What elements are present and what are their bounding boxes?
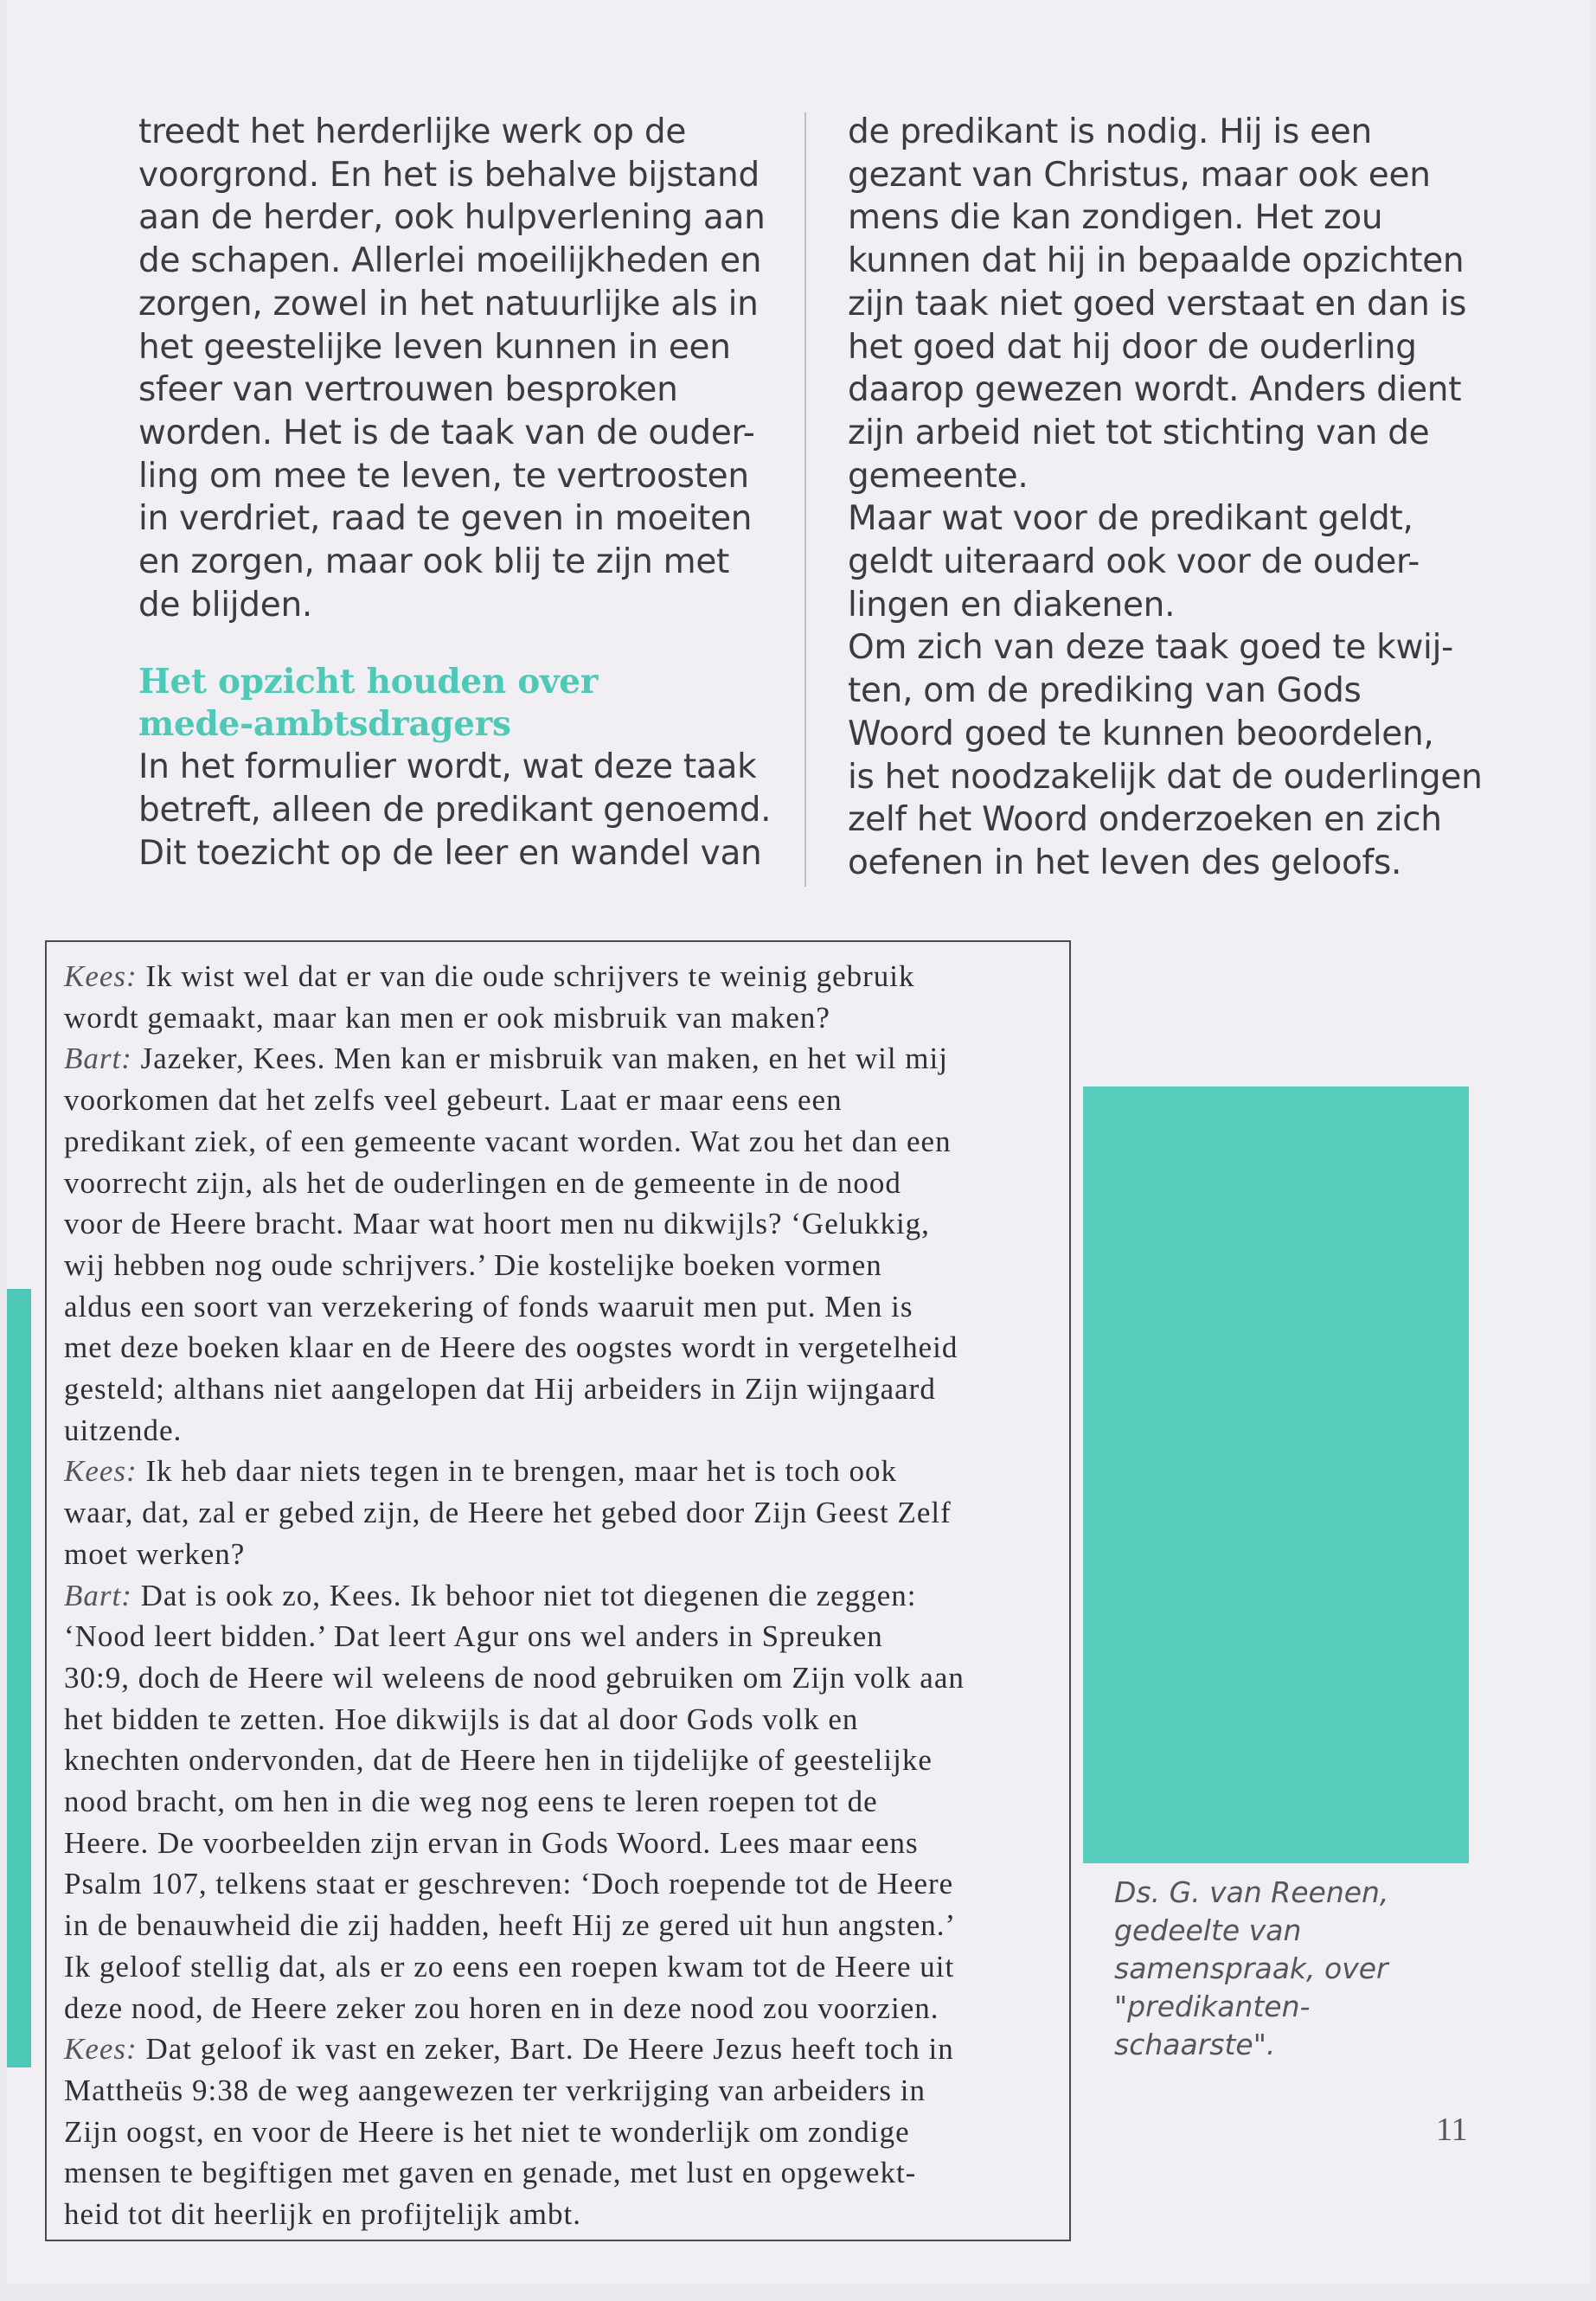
body-line: Om zich van deze taak goed te kwij- [848,628,1453,668]
dialogue-line [64,1534,1050,1575]
dialogue-text-span: mensen te begiftigen met gaven en genade, met lust en opgewekt- [64,2156,917,2190]
body-line: zorgen, zowel in het natuurlijke als in [138,284,759,324]
dialogue-line [64,2152,1050,2194]
dialogue-line [64,1492,1050,1534]
body-line: daarop gewezen wordt. Anders dient [848,370,1462,410]
body-line: oefenen in het leven des geloofs. [848,843,1402,882]
dialogue-line [64,956,1050,997]
dialogue-text-span: deze nood, de Heere zeker zou horen en in deze nood zou voorzien. [64,1990,939,2025]
body-line: treedt het herderlijke werk op de [138,112,687,151]
body-line: Dit toezicht op de leer en wandel van [138,833,762,873]
body-line: mens die kan zondigen. Het zou [848,198,1383,238]
dialogue-line [64,2029,1050,2070]
body-line: voorgrond. En het is behalve bijstand [138,155,760,195]
dialogue-text-span: nood bracht, om hen in die weg nog eens te leren roepen tot de [64,1785,878,1819]
caption-line: samenspraak, over [1114,1952,1388,1985]
dialogue-line [64,1203,1050,1245]
dialogue-text-span: het bidden te zetten. Hoe dikwijls is dat al door Gods volk en [64,1702,859,1736]
dialogue-text-span: predikant ziek, of een gemeente vacant worden. Wat zou het dan een [64,1124,952,1158]
caption-line: Ds. G. van Reenen, [1114,1875,1389,1909]
body-line: sfeer van vertrouwen besproken [138,370,678,410]
dialogue-line [64,997,1050,1039]
dialogue-text-span: Zijn oogst, en voor de Heere is het niet te wonderlijk om zondige [64,2114,910,2149]
speaker-name: Bart: [64,1042,132,1076]
dialogue-text-span: ‘Nood leert bidden.’ Dat leert Agur ons wel anders in Spreuken [64,1619,883,1654]
caption-line: schaarste". [1114,2028,1276,2061]
dialogue-text-span: moet werken? [64,1536,246,1571]
dialogue-line [64,1451,1050,1492]
dialogue-line [64,2194,1050,2235]
body-line: lingen en diakenen. [848,585,1176,625]
dialogue-line [64,2112,1050,2153]
dialogue-line [64,1905,1050,1946]
body-line: geldt uiteraard ook voor de ouder- [848,542,1420,582]
dialogue-line [64,1616,1050,1657]
speaker-name: Kees: [64,1454,138,1489]
dialogue-text-span: Jazeker, Kees. Men kan er misbruik van maken, en het wil mij [131,1042,948,1076]
speaker-name: Kees: [64,2032,138,2067]
dialogue-text-span: uitzende. [64,1413,183,1447]
dialogue-text-span: wij hebben nog oude schrijvers.’ Die kostelijke boeken vormen [64,1247,882,1282]
body-line: in verdriet, raad te geven in moeiten [138,499,753,539]
dialogue-text-span: heid tot dit heerlijk en profijtelijk ambt. [64,2197,582,2232]
accent-bar [7,1289,31,2067]
body-line: ling om mee te leven, te vertroosten [138,456,749,496]
dialogue-line [64,1988,1050,2029]
speaker-name: Bart: [64,1578,132,1612]
dialogue-text-span: Psalm 107, telkens staat er geschreven: ‘Doch roepende tot de Heere [64,1867,954,1901]
dialogue-line [64,1121,1050,1163]
body-line: gezant van Christus, maar ook een [848,155,1431,195]
dialogue-text [64,956,1050,2235]
dialogue-text-span: aldus een soort van verzekering of fonds waaruit men put. Men is [64,1289,913,1324]
body-line: het goed dat hij door de ouderling [848,327,1417,367]
dialogue-line [64,1863,1050,1905]
dialogue-text-span: waar, dat, zal er gebed zijn, de Heere het gebed door Zijn Geest Zelf [64,1496,952,1530]
dialogue-text-span: Heere. De voorbeelden zijn ervan in Gods Woord. Lees maar eens [64,1825,919,1860]
dialogue-text-span: voorrecht zijn, als het de ouderlingen en de gemeente in de nood [64,1165,901,1200]
dialogue-line [64,1781,1050,1823]
body-line: de blijden. [138,585,312,625]
dialogue-line [64,1699,1050,1740]
body-line: het geestelijke leven kunnen in een [138,327,731,367]
section-heading: Het opzicht houden over [138,662,599,702]
body-line: de schapen. Allerlei moeilijkheden en [138,241,762,281]
body-line: betreft, alleen de predikant genoemd. [138,791,772,830]
dialogue-line [64,1286,1050,1328]
body-line: en zorgen, maar ook blij te zijn met [138,542,730,582]
dialogue-line [64,1368,1050,1410]
dialogue-text-span: voor de Heere bracht. Maar wat hoort men nu dikwijls? ‘Gelukkig, [64,1207,930,1241]
speaker-name: Kees: [64,959,138,993]
dialogue-text-span: Dat geloof ik vast en zeker, Bart. De Heere Jezus heeft toch in [137,2032,954,2067]
dialogue-text-span: Mattheüs 9:38 de weg aangewezen ter verkrijging van arbeiders in [64,2073,926,2107]
body-line: is het noodzakelijk dat de ouderlingen [848,757,1483,797]
dialogue-text-span: in de benauwheid die zij hadden, heeft Hij ze gered uit hun angsten.’ [64,1908,957,1943]
dialogue-line [64,1657,1050,1699]
body-line: aan de herder, ook hulpverlening aan [138,198,766,238]
dialogue-line [64,1410,1050,1452]
caption-line: "predikanten- [1114,1990,1311,2023]
body-line: zijn taak niet goed verstaat en dan is [848,284,1467,324]
dialogue-text-span: gesteld; althans niet aangelopen dat Hij arbeiders in Zijn wijngaard [64,1372,936,1407]
body-line: Maar wat voor de predikant geldt, [848,499,1413,539]
body-line: de predikant is nodig. Hij is een [848,112,1372,151]
dialogue-text-span: Dat is ook zo, Kees. Ik behoor niet tot diegenen die zeggen: [131,1578,917,1612]
dialogue-line [64,1038,1050,1080]
dialogue-box [45,940,1071,2241]
dialogue-text-span: wordt gemaakt, maar kan men er ook misbruik van maken? [64,1000,830,1035]
dialogue-text-span: knechten ondervonden, dat de Heere hen in tijdelijke of geestelijke [64,1743,933,1778]
dialogue-text-span: 30:9, doch de Heere wil weleens de nood gebruiken om Zijn volk aan [64,1660,965,1695]
photo-placeholder [1083,1086,1469,1863]
body-line: gemeente. [848,456,1029,496]
dialogue-line [64,2070,1050,2112]
left-column [138,111,772,875]
dialogue-line [64,1823,1050,1864]
section-heading: mede-ambtsdragers [138,704,511,745]
dialogue-text-span: Ik wist wel dat er van die oude schrijvers te weinig gebruik [137,959,915,993]
dialogue-line [64,1946,1050,1988]
body-line: worden. Het is de taak van de ouder- [138,413,755,452]
dialogue-line [64,1327,1050,1368]
dialogue-text-span: voorkomen dat het zelfs veel gebeurt. Laat er maar eens een [64,1083,843,1118]
dialogue-line [64,1740,1050,1781]
dialogue-line [64,1163,1050,1204]
body-line: Woord goed te kunnen beoordelen, [848,714,1434,753]
body-line: In het formulier wordt, wat deze taak [138,747,757,787]
photo-caption [1114,1874,1477,2064]
caption-line: gedeelte van [1114,1913,1302,1947]
body-line: kunnen dat hij in bepaalde opzichten [848,241,1465,281]
body-line: ten, om de prediking van Gods [848,671,1362,711]
dialogue-text-span: met deze boeken klaar en de Heere des oogstes wordt in vergetelheid [64,1330,958,1365]
body-line: zijn arbeid niet tot stichting van de [848,413,1430,452]
dialogue-line [64,1245,1050,1286]
column-divider [804,112,806,887]
dialogue-text-span: Ik geloof stellig dat, als er zo eens een roepen kwam tot de Heere uit [64,1949,955,1984]
page-number: 11 [1436,2112,1468,2148]
dialogue-text-span: Ik heb daar niets tegen in te brengen, maar het is toch ook [137,1454,898,1489]
body-line: zelf het Woord onderzoeken en zich [848,800,1442,840]
dialogue-line [64,1080,1050,1121]
paragraph-spacer [138,626,761,661]
right-column [848,111,1483,885]
dialogue-line [64,1575,1050,1617]
